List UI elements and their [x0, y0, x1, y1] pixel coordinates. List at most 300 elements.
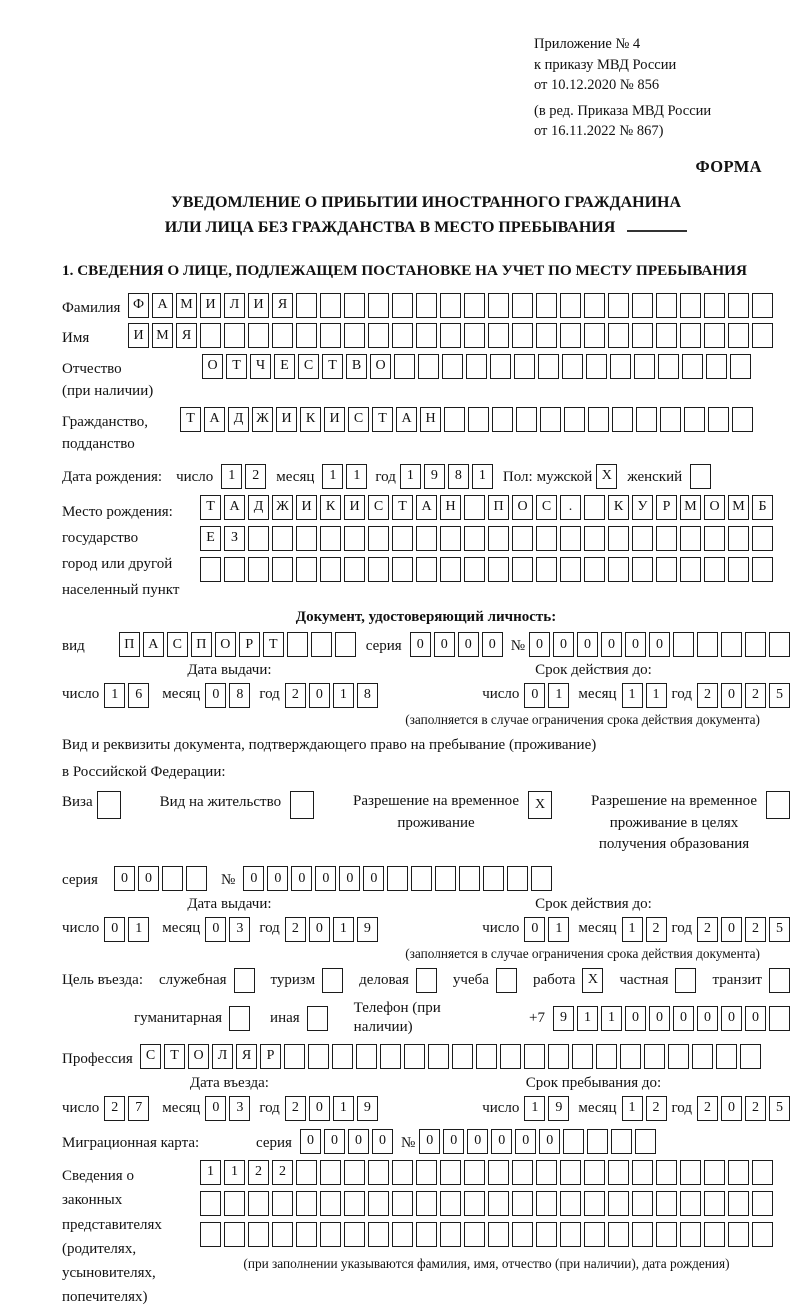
char-cell[interactable] [440, 526, 461, 551]
char-cell[interactable]: Р [656, 495, 677, 520]
char-cell[interactable] [248, 1222, 269, 1247]
char-cell[interactable]: Ф [128, 293, 149, 318]
char-cell[interactable] [656, 323, 677, 348]
char-cell[interactable]: 1 [128, 917, 149, 942]
char-cell[interactable] [656, 1191, 677, 1216]
char-cell[interactable] [344, 293, 365, 318]
char-cell[interactable]: И [200, 293, 221, 318]
char-cell[interactable]: О [215, 632, 236, 657]
char-cell[interactable] [584, 557, 605, 582]
char-cell[interactable] [632, 1222, 653, 1247]
char-cell[interactable] [248, 557, 269, 582]
char-cell[interactable] [560, 1160, 581, 1185]
char-cell[interactable] [492, 407, 513, 432]
char-cell[interactable]: А [152, 293, 173, 318]
char-cell[interactable] [392, 293, 413, 318]
temp-permit-checkbox[interactable]: X [528, 791, 552, 819]
char-cell[interactable] [706, 354, 727, 379]
char-cell[interactable]: 0 [348, 1129, 369, 1154]
char-cell[interactable] [538, 354, 559, 379]
char-cell[interactable]: 1 [577, 1006, 598, 1031]
char-cell[interactable] [392, 526, 413, 551]
purpose-humanitarian-checkbox[interactable] [229, 1006, 250, 1031]
char-cell[interactable] [560, 293, 581, 318]
char-cell[interactable]: 0 [491, 1129, 512, 1154]
char-cell[interactable] [416, 323, 437, 348]
char-cell[interactable] [272, 557, 293, 582]
char-cell[interactable] [440, 1191, 461, 1216]
char-cell[interactable] [296, 1160, 317, 1185]
char-cell[interactable] [560, 323, 581, 348]
char-cell[interactable]: 0 [721, 1006, 742, 1031]
char-cell[interactable] [531, 866, 552, 891]
char-cell[interactable]: 2 [285, 683, 306, 708]
char-cell[interactable]: 2 [272, 1160, 293, 1185]
char-cell[interactable]: 2 [697, 683, 718, 708]
char-cell[interactable] [464, 526, 485, 551]
char-cell[interactable] [610, 354, 631, 379]
char-cell[interactable]: 0 [649, 632, 670, 657]
char-cell[interactable]: 0 [745, 1006, 766, 1031]
char-cell[interactable] [608, 1222, 629, 1247]
char-cell[interactable] [311, 632, 332, 657]
char-cell[interactable]: 2 [248, 1160, 269, 1185]
char-cell[interactable] [584, 323, 605, 348]
char-cell[interactable]: 0 [467, 1129, 488, 1154]
char-cell[interactable] [512, 1160, 533, 1185]
char-cell[interactable] [296, 1222, 317, 1247]
char-cell[interactable] [584, 495, 605, 520]
char-cell[interactable] [440, 293, 461, 318]
char-cell[interactable]: 2 [745, 683, 766, 708]
purpose-private-checkbox[interactable] [675, 968, 696, 993]
char-cell[interactable] [418, 354, 439, 379]
char-cell[interactable] [635, 1129, 656, 1154]
char-cell[interactable] [745, 632, 766, 657]
char-cell[interactable] [287, 632, 308, 657]
char-cell[interactable] [296, 557, 317, 582]
char-cell[interactable] [272, 526, 293, 551]
char-cell[interactable]: 0 [553, 632, 574, 657]
char-cell[interactable]: Д [248, 495, 269, 520]
char-cell[interactable] [500, 1044, 521, 1069]
char-cell[interactable] [224, 323, 245, 348]
char-cell[interactable] [440, 323, 461, 348]
char-cell[interactable]: . [560, 495, 581, 520]
char-cell[interactable]: 0 [515, 1129, 536, 1154]
char-cell[interactable] [536, 526, 557, 551]
char-cell[interactable] [608, 1160, 629, 1185]
char-cell[interactable]: И [128, 323, 149, 348]
sex-male-checkbox[interactable]: X [596, 464, 617, 489]
char-cell[interactable] [536, 293, 557, 318]
char-cell[interactable]: 0 [721, 917, 742, 942]
char-cell[interactable] [335, 632, 356, 657]
char-cell[interactable] [680, 323, 701, 348]
char-cell[interactable] [512, 526, 533, 551]
char-cell[interactable] [404, 1044, 425, 1069]
char-cell[interactable] [708, 407, 729, 432]
char-cell[interactable]: 1 [548, 917, 569, 942]
char-cell[interactable] [680, 293, 701, 318]
char-cell[interactable] [488, 1191, 509, 1216]
char-cell[interactable]: Е [274, 354, 295, 379]
char-cell[interactable] [769, 1006, 790, 1031]
char-cell[interactable]: Л [212, 1044, 233, 1069]
char-cell[interactable] [490, 354, 511, 379]
char-cell[interactable] [224, 1191, 245, 1216]
char-cell[interactable] [584, 1160, 605, 1185]
char-cell[interactable] [632, 323, 653, 348]
char-cell[interactable]: С [298, 354, 319, 379]
char-cell[interactable] [560, 1222, 581, 1247]
char-cell[interactable] [658, 354, 679, 379]
char-cell[interactable]: Д [228, 407, 249, 432]
char-cell[interactable]: 5 [769, 683, 790, 708]
char-cell[interactable] [248, 323, 269, 348]
char-cell[interactable] [536, 323, 557, 348]
char-cell[interactable]: 0 [649, 1006, 670, 1031]
char-cell[interactable] [368, 1191, 389, 1216]
char-cell[interactable]: 0 [205, 917, 226, 942]
char-cell[interactable] [684, 407, 705, 432]
char-cell[interactable]: 0 [372, 1129, 393, 1154]
char-cell[interactable]: 0 [324, 1129, 345, 1154]
char-cell[interactable]: 3 [229, 1096, 250, 1121]
char-cell[interactable] [704, 557, 725, 582]
char-cell[interactable]: Т [322, 354, 343, 379]
char-cell[interactable] [608, 557, 629, 582]
char-cell[interactable] [680, 1160, 701, 1185]
char-cell[interactable]: 9 [548, 1096, 569, 1121]
char-cell[interactable] [296, 526, 317, 551]
char-cell[interactable] [392, 323, 413, 348]
char-cell[interactable]: 1 [104, 683, 125, 708]
char-cell[interactable] [728, 323, 749, 348]
char-cell[interactable]: 1 [548, 683, 569, 708]
residence-permit-checkbox[interactable] [290, 791, 314, 819]
char-cell[interactable]: 5 [769, 1096, 790, 1121]
char-cell[interactable] [224, 557, 245, 582]
char-cell[interactable] [584, 526, 605, 551]
char-cell[interactable]: 0 [529, 632, 550, 657]
char-cell[interactable] [464, 293, 485, 318]
char-cell[interactable]: М [680, 495, 701, 520]
char-cell[interactable]: Н [420, 407, 441, 432]
char-cell[interactable] [704, 1222, 725, 1247]
char-cell[interactable] [514, 354, 535, 379]
char-cell[interactable]: 1 [221, 464, 242, 489]
char-cell[interactable]: 1 [646, 683, 667, 708]
char-cell[interactable] [668, 1044, 689, 1069]
char-cell[interactable] [673, 632, 694, 657]
char-cell[interactable]: 1 [601, 1006, 622, 1031]
char-cell[interactable] [464, 557, 485, 582]
char-cell[interactable]: 0 [309, 683, 330, 708]
char-cell[interactable]: О [188, 1044, 209, 1069]
char-cell[interactable]: Л [224, 293, 245, 318]
char-cell[interactable] [356, 1044, 377, 1069]
char-cell[interactable] [483, 866, 504, 891]
char-cell[interactable] [632, 557, 653, 582]
char-cell[interactable] [752, 1160, 773, 1185]
char-cell[interactable]: И [324, 407, 345, 432]
char-cell[interactable] [656, 1222, 677, 1247]
char-cell[interactable] [721, 632, 742, 657]
char-cell[interactable] [444, 407, 465, 432]
char-cell[interactable]: Б [752, 495, 773, 520]
char-cell[interactable]: 0 [205, 683, 226, 708]
char-cell[interactable]: 1 [622, 917, 643, 942]
char-cell[interactable]: Т [180, 407, 201, 432]
char-cell[interactable]: П [191, 632, 212, 657]
char-cell[interactable] [368, 293, 389, 318]
char-cell[interactable] [344, 1191, 365, 1216]
char-cell[interactable] [697, 632, 718, 657]
char-cell[interactable] [660, 407, 681, 432]
char-cell[interactable] [632, 293, 653, 318]
char-cell[interactable]: 2 [697, 1096, 718, 1121]
char-cell[interactable]: А [224, 495, 245, 520]
char-cell[interactable] [411, 866, 432, 891]
char-cell[interactable]: 2 [697, 917, 718, 942]
char-cell[interactable]: 2 [646, 1096, 667, 1121]
char-cell[interactable]: К [608, 495, 629, 520]
char-cell[interactable] [442, 354, 463, 379]
char-cell[interactable] [524, 1044, 545, 1069]
char-cell[interactable]: П [488, 495, 509, 520]
char-cell[interactable]: 9 [357, 1096, 378, 1121]
char-cell[interactable]: 0 [721, 1096, 742, 1121]
char-cell[interactable] [452, 1044, 473, 1069]
char-cell[interactable] [320, 1191, 341, 1216]
char-cell[interactable] [692, 1044, 713, 1069]
char-cell[interactable] [464, 323, 485, 348]
char-cell[interactable]: Ж [252, 407, 273, 432]
char-cell[interactable]: 0 [577, 632, 598, 657]
char-cell[interactable] [752, 557, 773, 582]
char-cell[interactable]: 1 [622, 683, 643, 708]
char-cell[interactable]: Т [372, 407, 393, 432]
char-cell[interactable]: 0 [300, 1129, 321, 1154]
char-cell[interactable] [612, 407, 633, 432]
char-cell[interactable]: З [224, 526, 245, 551]
char-cell[interactable]: 0 [601, 632, 622, 657]
char-cell[interactable] [320, 323, 341, 348]
char-cell[interactable]: 6 [128, 683, 149, 708]
char-cell[interactable]: О [370, 354, 391, 379]
char-cell[interactable] [320, 557, 341, 582]
char-cell[interactable]: 2 [245, 464, 266, 489]
char-cell[interactable]: 1 [333, 917, 354, 942]
char-cell[interactable] [632, 1160, 653, 1185]
char-cell[interactable]: А [396, 407, 417, 432]
char-cell[interactable]: О [704, 495, 725, 520]
char-cell[interactable]: К [300, 407, 321, 432]
char-cell[interactable] [392, 557, 413, 582]
char-cell[interactable] [440, 557, 461, 582]
char-cell[interactable] [512, 293, 533, 318]
char-cell[interactable]: 0 [482, 632, 503, 657]
char-cell[interactable]: 1 [472, 464, 493, 489]
char-cell[interactable]: И [276, 407, 297, 432]
char-cell[interactable]: Я [236, 1044, 257, 1069]
char-cell[interactable] [644, 1044, 665, 1069]
char-cell[interactable] [656, 557, 677, 582]
char-cell[interactable] [488, 526, 509, 551]
char-cell[interactable]: М [152, 323, 173, 348]
char-cell[interactable]: 0 [410, 632, 431, 657]
char-cell[interactable]: М [176, 293, 197, 318]
char-cell[interactable] [682, 354, 703, 379]
char-cell[interactable] [200, 1222, 221, 1247]
purpose-transit-checkbox[interactable] [769, 968, 790, 993]
char-cell[interactable]: 0 [309, 1096, 330, 1121]
char-cell[interactable]: 0 [458, 632, 479, 657]
char-cell[interactable] [728, 293, 749, 318]
char-cell[interactable] [752, 323, 773, 348]
char-cell[interactable]: А [416, 495, 437, 520]
char-cell[interactable] [512, 557, 533, 582]
char-cell[interactable] [704, 1160, 725, 1185]
char-cell[interactable] [284, 1044, 305, 1069]
char-cell[interactable] [584, 1191, 605, 1216]
char-cell[interactable] [728, 1160, 749, 1185]
char-cell[interactable] [186, 866, 207, 891]
char-cell[interactable] [308, 1044, 329, 1069]
char-cell[interactable]: 0 [267, 866, 288, 891]
char-cell[interactable] [488, 1222, 509, 1247]
char-cell[interactable]: Ж [272, 495, 293, 520]
char-cell[interactable] [634, 354, 655, 379]
char-cell[interactable]: 0 [205, 1096, 226, 1121]
char-cell[interactable] [272, 1222, 293, 1247]
char-cell[interactable]: 0 [104, 917, 125, 942]
char-cell[interactable] [572, 1044, 593, 1069]
char-cell[interactable]: 0 [721, 683, 742, 708]
char-cell[interactable]: О [202, 354, 223, 379]
char-cell[interactable] [272, 323, 293, 348]
char-cell[interactable] [536, 1222, 557, 1247]
char-cell[interactable]: К [320, 495, 341, 520]
char-cell[interactable] [464, 1191, 485, 1216]
char-cell[interactable] [512, 323, 533, 348]
char-cell[interactable] [200, 1191, 221, 1216]
char-cell[interactable] [488, 1160, 509, 1185]
char-cell[interactable] [536, 557, 557, 582]
char-cell[interactable] [416, 1160, 437, 1185]
char-cell[interactable] [704, 323, 725, 348]
char-cell[interactable] [536, 1160, 557, 1185]
char-cell[interactable] [680, 1222, 701, 1247]
char-cell[interactable] [248, 526, 269, 551]
char-cell[interactable] [752, 1222, 773, 1247]
char-cell[interactable] [656, 293, 677, 318]
char-cell[interactable] [296, 323, 317, 348]
char-cell[interactable] [200, 323, 221, 348]
char-cell[interactable]: М [728, 495, 749, 520]
char-cell[interactable] [392, 1160, 413, 1185]
char-cell[interactable] [200, 557, 221, 582]
char-cell[interactable]: 1 [524, 1096, 545, 1121]
char-cell[interactable] [564, 407, 585, 432]
char-cell[interactable]: 2 [285, 1096, 306, 1121]
char-cell[interactable] [466, 354, 487, 379]
char-cell[interactable]: Н [440, 495, 461, 520]
char-cell[interactable]: 9 [357, 917, 378, 942]
char-cell[interactable] [224, 1222, 245, 1247]
purpose-business-checkbox[interactable] [416, 968, 437, 993]
char-cell[interactable]: 1 [346, 464, 367, 489]
char-cell[interactable]: 5 [769, 917, 790, 942]
char-cell[interactable] [548, 1044, 569, 1069]
char-cell[interactable] [752, 526, 773, 551]
char-cell[interactable]: Ч [250, 354, 271, 379]
char-cell[interactable] [468, 407, 489, 432]
char-cell[interactable]: Т [226, 354, 247, 379]
char-cell[interactable]: А [143, 632, 164, 657]
char-cell[interactable] [611, 1129, 632, 1154]
char-cell[interactable] [536, 1191, 557, 1216]
char-cell[interactable] [459, 866, 480, 891]
char-cell[interactable] [740, 1044, 761, 1069]
char-cell[interactable] [368, 526, 389, 551]
purpose-official-checkbox[interactable] [234, 968, 255, 993]
char-cell[interactable] [464, 495, 485, 520]
char-cell[interactable] [368, 557, 389, 582]
char-cell[interactable]: 9 [424, 464, 445, 489]
char-cell[interactable]: Е [200, 526, 221, 551]
char-cell[interactable]: О [512, 495, 533, 520]
edu-permit-checkbox[interactable] [766, 791, 790, 819]
char-cell[interactable]: 8 [357, 683, 378, 708]
char-cell[interactable] [394, 354, 415, 379]
char-cell[interactable]: А [204, 407, 225, 432]
char-cell[interactable] [488, 293, 509, 318]
char-cell[interactable] [416, 1191, 437, 1216]
char-cell[interactable] [248, 1191, 269, 1216]
char-cell[interactable] [387, 866, 408, 891]
char-cell[interactable]: Р [239, 632, 260, 657]
char-cell[interactable]: С [368, 495, 389, 520]
char-cell[interactable] [512, 1191, 533, 1216]
char-cell[interactable] [332, 1044, 353, 1069]
char-cell[interactable] [507, 866, 528, 891]
purpose-other-checkbox[interactable] [307, 1006, 328, 1031]
char-cell[interactable]: И [248, 293, 269, 318]
char-cell[interactable] [476, 1044, 497, 1069]
char-cell[interactable] [608, 323, 629, 348]
char-cell[interactable]: 0 [524, 917, 545, 942]
char-cell[interactable] [440, 1222, 461, 1247]
sex-female-checkbox[interactable] [690, 464, 711, 489]
char-cell[interactable]: 0 [114, 866, 135, 891]
char-cell[interactable]: И [296, 495, 317, 520]
char-cell[interactable]: С [348, 407, 369, 432]
char-cell[interactable]: 1 [224, 1160, 245, 1185]
purpose-tourism-checkbox[interactable] [322, 968, 343, 993]
char-cell[interactable]: Р [260, 1044, 281, 1069]
char-cell[interactable] [464, 1222, 485, 1247]
char-cell[interactable]: 0 [434, 632, 455, 657]
char-cell[interactable] [320, 1222, 341, 1247]
char-cell[interactable] [752, 1191, 773, 1216]
char-cell[interactable] [416, 293, 437, 318]
char-cell[interactable] [632, 1191, 653, 1216]
char-cell[interactable] [728, 1222, 749, 1247]
char-cell[interactable] [320, 1160, 341, 1185]
char-cell[interactable] [320, 293, 341, 318]
